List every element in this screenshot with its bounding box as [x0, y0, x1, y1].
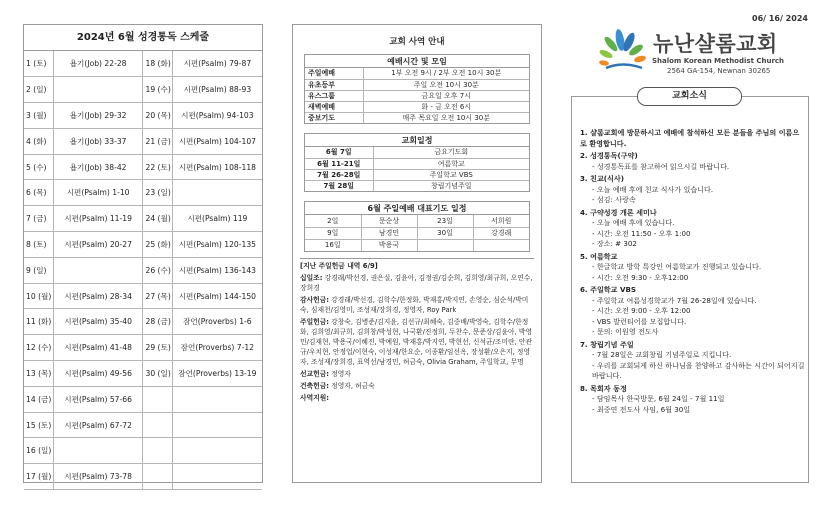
schedule-left-reading: 시편(Psalm) 41-48 [53, 335, 143, 361]
schedule-right-day: 20 (목) [143, 103, 172, 129]
schedule-left-reading: 욥기(Job) 33-37 [53, 128, 143, 154]
schedule-left-day: 15 (토) [24, 412, 53, 438]
schedule-right-day [143, 386, 172, 412]
schedule-title: 2024년 6월 성경통독 스케줄 [24, 25, 262, 51]
church-address: 2564 GA-154, Newnan 30265 [667, 67, 771, 75]
schedule-left-day: 17 (월) [24, 464, 53, 490]
schedule-right-reading [172, 464, 262, 490]
schedule-left-reading: 욥기(Job) 29-32 [53, 103, 143, 129]
schedule-left-day: 2 (일) [24, 77, 53, 103]
schedule-left-reading: 시편(Psalm) 49-56 [53, 361, 143, 387]
prayer-date [417, 239, 473, 251]
schedule-right-day [143, 438, 172, 464]
news-item-detail: - 성경통독표를 참고하여 읽으시길 바랍니다. [592, 161, 730, 171]
news-item-detail: - VBS 발런티어를 모집합니다. [592, 316, 687, 326]
event-date: 6월 11-21일 [305, 158, 373, 169]
worship-times-box [304, 54, 530, 124]
schedule-right-day: 30 (일) [143, 361, 172, 387]
church-name-english: Shalom Korean Methodist Church [652, 57, 785, 65]
offering-label: 사역지원: [300, 394, 329, 402]
schedule-right-day: 27 (목) [143, 283, 172, 309]
prayer-schedule-box [304, 201, 530, 252]
schedule-row [24, 77, 262, 103]
news-item [580, 151, 806, 172]
schedule-right-day: 29 (토) [143, 335, 172, 361]
prayer-header: 6월 주일예배 대표기도 일정 [305, 202, 529, 215]
schedule-right-day [143, 464, 172, 490]
schedule-row [24, 257, 262, 283]
schedule-left-reading: 시편(Psalm) 28-34 [53, 283, 143, 309]
schedule-row [24, 154, 262, 180]
schedule-left-day: 5 (수) [24, 154, 53, 180]
offering-label: 십일조: [300, 274, 323, 282]
schedule-row [24, 438, 262, 464]
news-item [580, 340, 806, 382]
schedule-right-reading [172, 412, 262, 438]
schedule-right-day: 23 (일) [143, 180, 172, 206]
news-item [580, 128, 806, 149]
offering-list [300, 258, 534, 403]
schedule-row [24, 361, 262, 387]
prayer-leader: 남경민 [361, 227, 417, 239]
news-item-detail: - 우리를 교회되게 하신 하나님을 찬양하고 감사하는 시간이 되어지길 바랍니다. [592, 360, 805, 380]
news-item-detail: - 주일학교 여름성경학교가 7월 26-28일에 있습니다. [592, 295, 757, 305]
offering-label: 선교헌금: [300, 370, 329, 378]
offering-names: 정영자, 허금숙 [331, 382, 375, 390]
worship-row [305, 90, 529, 101]
worship-header: 예배시간 및 모임 [305, 55, 529, 68]
news-item-title: 6. 주일학교 VBS [580, 285, 636, 294]
schedule-right-day: 24 (월) [143, 206, 172, 232]
news-item-title: 3. 친교(식사) [580, 174, 624, 183]
news-item-title: 7. 창립기념 주일 [580, 339, 634, 349]
news-item-title: 4. 구약성경 개론 세미나 [580, 207, 657, 217]
news-item-detail: - 섬김: 사랑속 [592, 195, 636, 204]
offering-line [300, 273, 534, 293]
worship-name: 중보기도 [305, 112, 363, 123]
prayer-row [305, 239, 529, 251]
schedule-left-day: 16 (일) [24, 438, 53, 464]
news-item [580, 208, 806, 250]
prayer-date: 23일 [417, 215, 473, 227]
ministry-panel [292, 24, 542, 483]
schedule-row [24, 335, 262, 361]
prayer-date: 2일 [305, 215, 361, 227]
news-item-detail: - 한글학교 방학 특강인 여름학교가 진행되고 있습니다. [592, 262, 762, 271]
schedule-right-reading: 잠언(Proverbs) 13-19 [172, 361, 262, 387]
event-row [305, 158, 529, 169]
schedule-table [24, 51, 262, 490]
offering-line [300, 295, 534, 315]
schedule-left-day: 11 (화) [24, 309, 53, 335]
event-row [305, 169, 529, 180]
schedule-row [24, 232, 262, 258]
offering-label: 주일헌금: [300, 318, 329, 326]
news-item-detail: - 시간: 오전 11:50 - 오후 1:00 [592, 228, 691, 238]
schedule-left-day: 6 (목) [24, 180, 53, 206]
schedule-left-day: 3 (월) [24, 103, 53, 129]
worship-name: 유스그룹 [305, 90, 363, 101]
reading-schedule-panel [23, 24, 263, 483]
schedule-right-day [143, 412, 172, 438]
event-name: 창립기념주일 [373, 180, 529, 191]
event-date: 7월 28일 [305, 180, 373, 191]
event-row [305, 147, 529, 158]
prayer-leader: 서희원 [473, 215, 529, 227]
prayer-leader [473, 239, 529, 251]
schedule-row [24, 464, 262, 490]
schedule-left-day: 13 (목) [24, 361, 53, 387]
event-date: 6월 7일 [305, 147, 373, 158]
schedule-row [24, 386, 262, 412]
schedule-row [24, 103, 262, 129]
schedule-left-reading: 욥기(Job) 38-42 [53, 154, 143, 180]
logo-base [606, 65, 642, 69]
schedule-right-reading: 시편(Psalm) 94-103 [172, 103, 262, 129]
offering-line [300, 381, 534, 391]
worship-time: 화 - 금 오전 6시 [363, 101, 529, 112]
schedule-right-reading: 시편(Psalm) 119 [172, 206, 262, 232]
news-item-detail: - 7월 28일은 교회창립 기념주일로 지킵니다. [592, 350, 732, 359]
logo-leaves [598, 28, 646, 66]
worship-row [305, 68, 529, 79]
prayer-date: 9일 [305, 227, 361, 239]
prayer-leader: 문순상 [361, 215, 417, 227]
schedule-row [24, 128, 262, 154]
schedule-right-day: 21 (금) [143, 128, 172, 154]
schedule-right-reading [172, 386, 262, 412]
event-date: 7월 26-28일 [305, 169, 373, 180]
schedule-left-reading: 욥기(Job) 22-28 [53, 51, 143, 77]
schedule-left-day: 14 (금) [24, 386, 53, 412]
offering-names: 강창숙, 김병준/김지윤, 김선규/최혜숙, 김중배/박영숙, 김학수/한정화, 김희영/최규희, 김희창/박성현, 나국환/진정희, 두찬수, 문준상/김윤아, 박영민/김재현, 박용국/이혜진, 박예원, 박재홍/박지연, 박현선, 신석균/조미란, 안관규/우치현, 안정업/이현숙, 이성재/한요순, 이종환/임선옥, 장성환/오은지, 정영자, 조성재/장희경, 표역선/남경민, 허금숙, Olivia Graham, 주일학교, 무명 [300, 318, 533, 366]
schedule-left-day: 12 (수) [24, 335, 53, 361]
schedule-right-reading: 시편(Psalm) 144-150 [172, 283, 262, 309]
events-header: 교회일정 [305, 134, 529, 147]
schedule-left-day: 7 (금) [24, 206, 53, 232]
offering-names: 강경래/박선경, 권은실, 김윤아, 김정권/김순희, 김희영/최규희, 오연수, 장희경 [300, 274, 533, 292]
worship-name: 유초등부 [305, 79, 363, 90]
news-item-detail: - 최중연 전도사 사임, 6월 30일 [592, 404, 691, 414]
church-news-title: 교회소식 [637, 87, 742, 106]
offering-line [300, 393, 534, 403]
prayer-date: 16일 [305, 239, 361, 251]
event-name: 금요기도회 [373, 147, 529, 158]
schedule-left-day: 1 (토) [24, 51, 53, 77]
schedule-left-day: 9 (일) [24, 257, 53, 283]
news-item-detail: - 오늘 예배 후에 있습니다. [592, 218, 675, 227]
prayer-date: 30일 [417, 227, 473, 239]
schedule-left-day: 8 (토) [24, 232, 53, 258]
schedule-row [24, 51, 262, 77]
event-row [305, 180, 529, 191]
schedule-left-reading: 시편(Psalm) 35-40 [53, 309, 143, 335]
worship-row [305, 101, 529, 112]
schedule-right-day: 28 (금) [143, 309, 172, 335]
offering-line [300, 317, 534, 367]
offering-line [300, 369, 534, 379]
schedule-right-reading [172, 438, 262, 464]
prayer-row [305, 215, 529, 227]
bulletin-date: 06/ 16/ 2024 [752, 14, 808, 23]
news-item-detail: - 시간: 오전 9:00 - 오후 12:00 [592, 306, 691, 315]
schedule-right-day: 18 (화) [143, 51, 172, 77]
schedule-right-reading: 시편(Psalm) 88-93 [172, 77, 262, 103]
schedule-right-day: 22 (토) [143, 154, 172, 180]
schedule-left-reading: 시편(Psalm) 1-10 [53, 180, 143, 206]
offering-label: 건축헌금: [300, 382, 329, 390]
schedule-left-reading: 시편(Psalm) 11-19 [53, 206, 143, 232]
worship-time: 매주 목요일 오전 10시 30분 [363, 112, 529, 123]
news-list [580, 128, 806, 417]
news-item [580, 384, 806, 416]
prayer-leader: 강경래 [473, 227, 529, 239]
worship-time: 금요일 오후 7시 [363, 90, 529, 101]
offering-names: 강경래/박선경, 김학수/한정화, 박재홍/박지연, 손영순, 심순석/박미숙, 심재천/김영미, 조성재/장희경, 정영자, Roy Park [300, 296, 529, 314]
schedule-right-reading: 시편(Psalm) 120-135 [172, 232, 262, 258]
schedule-right-day: 19 (수) [143, 77, 172, 103]
schedule-right-reading: 시편(Psalm) 104-107 [172, 128, 262, 154]
event-name: 여름학교 [373, 158, 529, 169]
schedule-row [24, 206, 262, 232]
worship-row [305, 112, 529, 123]
schedule-left-reading: 시편(Psalm) 57-66 [53, 386, 143, 412]
schedule-left-reading [53, 77, 143, 103]
schedule-row [24, 412, 262, 438]
worship-time: 1부 오전 9시 / 2부 오전 10시 30분 [363, 68, 529, 79]
ministry-title: 교회 사역 안내 [389, 37, 445, 47]
church-name: 뉴난샬롬교회 [653, 32, 778, 56]
schedule-right-day: 25 (화) [143, 232, 172, 258]
schedule-right-reading: 잠언(Proverbs) 1-6 [172, 309, 262, 335]
news-item-detail: - 담임목사 한국방문, 6월 24일 - 7월 11일 [592, 394, 725, 403]
news-item-detail: - 문의: 이원영 전도사 [592, 327, 659, 336]
schedule-row [24, 309, 262, 335]
worship-time: 주일 오전 10시 30분 [363, 79, 529, 90]
news-item-title: 2. 성경통독(구약) [580, 151, 638, 160]
news-item-title: 8. 목회자 동정 [580, 383, 627, 393]
offering-names: 정영자 [331, 370, 351, 378]
schedule-right-reading: 시편(Psalm) 136-143 [172, 257, 262, 283]
church-logo-icon [598, 28, 648, 72]
schedule-left-day: 10 (월) [24, 283, 53, 309]
schedule-right-reading: 시편(Psalm) 79-87 [172, 51, 262, 77]
news-item-title: 5. 여름학교 [580, 251, 618, 261]
schedule-row [24, 180, 262, 206]
church-events-box [304, 133, 530, 192]
schedule-right-day: 26 (수) [143, 257, 172, 283]
schedule-right-reading [172, 180, 262, 206]
schedule-left-reading [53, 257, 143, 283]
news-item-title: 1. 샬롬교회에 방문하시고 예배에 참석하신 모든 분들을 주님의 이름으로 환영합니다. [580, 128, 800, 148]
offering-title: [지난 주일헌금 내역 6/9] [300, 262, 378, 270]
prayer-leader: 박용국 [361, 239, 417, 251]
schedule-row [24, 283, 262, 309]
worship-name: 새벽예배 [305, 101, 363, 112]
schedule-left-reading: 시편(Psalm) 20-27 [53, 232, 143, 258]
offering-label: 감사헌금: [300, 296, 329, 304]
worship-row [305, 79, 529, 90]
news-item-detail: - 장소: # 302 [592, 239, 637, 248]
event-name: 주일학교 VBS [373, 169, 529, 180]
prayer-row [305, 227, 529, 239]
news-item-detail: - 오늘 예배 후에 친교 식사가 있습니다. [592, 184, 714, 194]
schedule-left-reading: 시편(Psalm) 73-78 [53, 464, 143, 490]
schedule-right-reading: 잠언(Proverbs) 7-12 [172, 335, 262, 361]
schedule-left-day: 4 (화) [24, 128, 53, 154]
news-item [580, 285, 806, 338]
news-item-detail: - 시간: 오전 9:30 - 오후12:00 [592, 272, 689, 282]
news-item [580, 174, 806, 206]
news-item [580, 252, 806, 284]
worship-name: 주일예배 [305, 68, 363, 79]
schedule-left-reading: 시편(Psalm) 67-72 [53, 412, 143, 438]
schedule-left-reading [53, 438, 143, 464]
schedule-right-reading: 시편(Psalm) 108-118 [172, 154, 262, 180]
